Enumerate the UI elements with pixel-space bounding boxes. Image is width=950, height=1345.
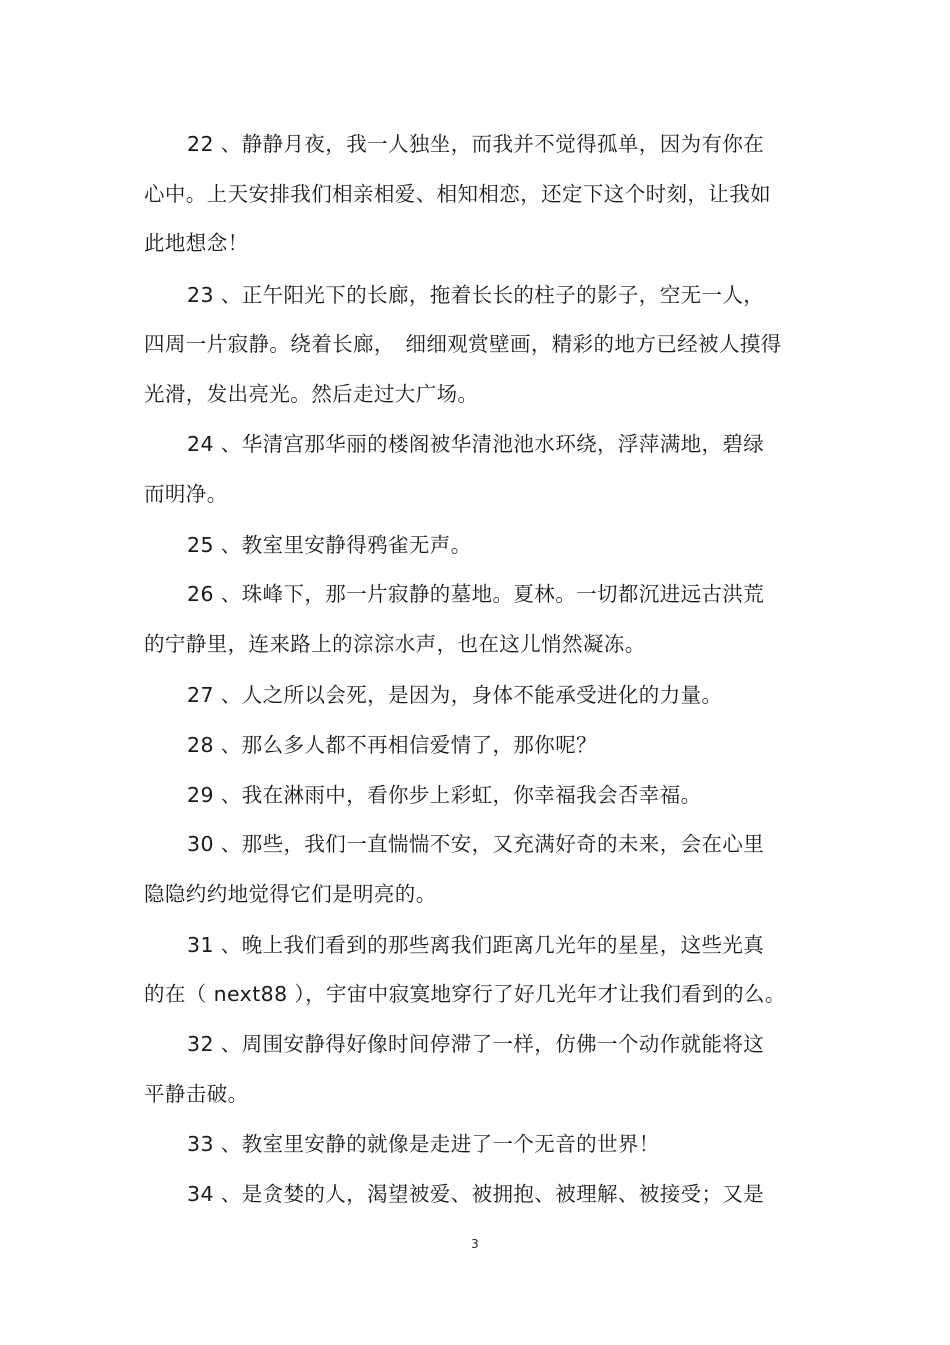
text-line: 而明净。 <box>144 482 228 506</box>
text-line: 的在（ next88 ），宇宙中寂寞地穿行了好几光年才让我们看到的么。 <box>144 982 786 1006</box>
text-line: 27 、人之所以会死，是因为，身体不能承受进化的力量。 <box>187 683 723 707</box>
text-line: 25 、教室里安静得鸦雀无声。 <box>187 533 472 557</box>
text-line: 26 、珠峰下，那一片寂静的墓地。夏林。一切都沉进远古洪荒 <box>187 582 765 606</box>
page-number: 3 <box>471 1237 479 1251</box>
text-line: 光滑，发出亮光。然后走过大广场。 <box>144 382 479 406</box>
text-line: 的宁静里，连来路上的淙淙水声，也在这儿悄然凝冻。 <box>144 632 646 656</box>
text-line: 34 、是贪婪的人，渴望被爱、被拥抱、被理解、被接受；又是 <box>187 1182 765 1206</box>
text-line: 22 、静静月夜，我一人独坐，而我并不觉得孤单，因为有你在 <box>187 132 765 156</box>
text-line: 平静击破。 <box>144 1082 249 1106</box>
text-line: 24 、华清宫那华丽的楼阁被华清池池水环绕，浮萍满地，碧绿 <box>187 432 765 456</box>
text-line: 29 、我在淋雨中，看你步上彩虹，你幸福我会否幸福。 <box>187 783 702 807</box>
text-line: 隐隐约约地觉得它们是明亮的。 <box>144 882 437 906</box>
text-line: 33 、教室里安静的就像是走进了一个无音的世界！ <box>187 1132 660 1156</box>
text-line: 31 、晚上我们看到的那些离我们距离几光年的星星，这些光真 <box>187 933 765 957</box>
text-line: 28 、那么多人都不再相信爱情了，那你呢？ <box>187 733 598 757</box>
text-line: 32 、周围安静得好像时间停滞了一样，仿佛一个动作就能将这 <box>187 1032 765 1056</box>
text-line: 此地想念！ <box>144 231 249 255</box>
text-line: 30 、那些，我们一直惴惴不安，又充满好奇的未来，会在心里 <box>187 832 765 856</box>
text-line: 23 、正午阳光下的长廊，拖着长长的柱子的影子，空无一人， <box>187 283 765 307</box>
text-line: 四周一片寂静。绕着长廊， 细细观赏壁画，精彩的地方已经被人摸得 <box>144 332 782 356</box>
text-line: 心中。上天安排我们相亲相爱、相知相恋，还定下这个时刻，让我如 <box>144 182 771 206</box>
